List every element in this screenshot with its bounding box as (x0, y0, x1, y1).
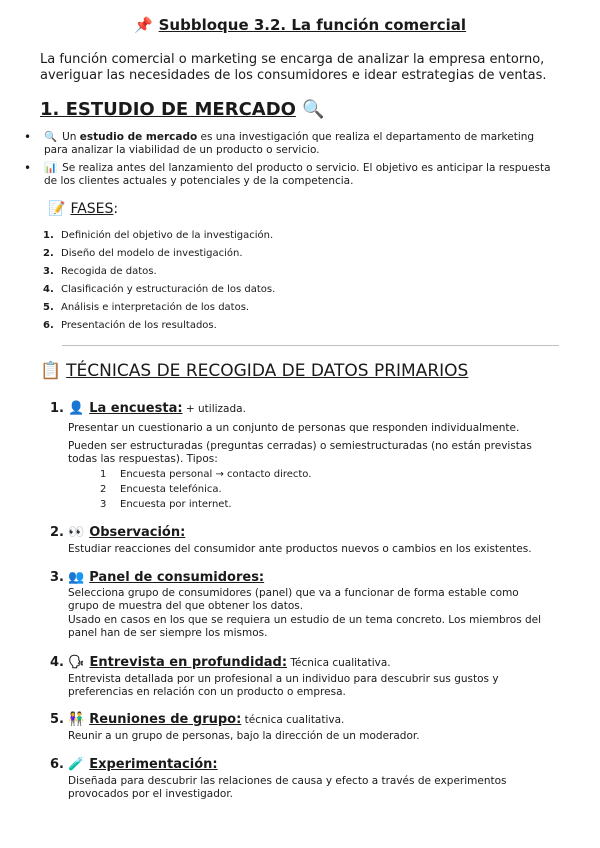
paragraph: Selecciona grupo de consumidores (panel) que va a funcionar de forma estable como grupo de muestra del que obtener los datos. (68, 587, 519, 612)
person-icon: 👤 (68, 401, 85, 416)
list-item: 1. Definición del objetivo de la investigación. (43, 230, 274, 241)
list-item: 2. Diseño del modelo de investigación. (43, 248, 243, 259)
paragraph: Estudiar reacciones del consumidor ante productos nuevos o cambios en los existentes. (68, 543, 532, 555)
section-heading-estudio: 1. ESTUDIO DE MERCADO 🔍 (40, 99, 325, 120)
speaking-head-icon: 🗣 (68, 655, 85, 670)
paragraph: Reunir a un grupo de personas, bajo la dirección de un moderador. (68, 730, 420, 742)
technique-heading: 3. 👥 Panel de consumidores: (50, 570, 265, 585)
list-item: 6. Presentación de los resultados. (43, 320, 217, 331)
magnifier-icon: 🔍 (301, 99, 325, 120)
paragraph: Pueden ser estructuradas (preguntas cerradas) o semiestructuradas (no están previstas todas las respuestas). Tipos: (68, 440, 532, 465)
list-item: 4. Clasificación y estructuración de los datos. (43, 284, 276, 295)
technique-heading: 1. 👤 La encuesta: + utilizada. (50, 401, 246, 416)
people-icon: 👥 (68, 570, 85, 585)
divider (62, 345, 559, 346)
technique-heading: 5. 👫 Reuniones de grupo: técnica cualitativa. (50, 712, 345, 727)
sub-list-item: 3 Encuesta por internet. (100, 499, 232, 510)
scientist-icon: 🧪 (68, 757, 85, 772)
pushpin-icon: 📌 (133, 16, 153, 34)
sub-list-item: 2 Encuesta telefónica. (100, 484, 222, 495)
paragraph: Usado en casos en los que se requiera un estudio de un tema concreto. Los miembros del panel han de ser siempre los mismos. (68, 614, 542, 639)
paragraph: Entrevista detallada por un profesional a un individuo para descubrir sus gustos y preferencias en relación con un producto o empresa. (68, 673, 499, 698)
memo-icon: 📝 (48, 201, 66, 217)
bar-chart-icon: 📊 (44, 162, 58, 174)
paragraph: Presentar un cuestionario a un conjunto de personas que responden individualmente. (68, 422, 520, 434)
intro-paragraph: La función comercial o marketing se encarga de analizar la empresa entorno, averiguar las necesidades de los consumidores e idear estrategias de ventas. (40, 52, 547, 83)
fases-heading: 📝 FASES: (48, 201, 119, 217)
eyes-icon: 👀 (68, 525, 85, 540)
list-item: 3. Recogida de datos. (43, 266, 157, 277)
technique-heading: 2. 👀 Observación: (50, 525, 186, 540)
magnifier-icon: 🔍 (44, 131, 58, 143)
paragraph: Diseñada para descubrir las relaciones de causa y efecto a través de experimentos provocados por el investigador. (68, 775, 507, 800)
list-item: • 📊 Se realiza antes del lanzamiento del producto o servicio. El objetivo es anticipar la respuesta de los clientes actuales y potenciales y de la competencia. (24, 161, 551, 187)
section-heading-tecnicas: 📋 TÉCNICAS DE RECOGIDA DE DATOS PRIMARIOS (40, 361, 469, 381)
technique-heading: 4. 🗣 Entrevista en profundidad: Técnica cualitativa. (50, 655, 391, 670)
page-title: 📌 Subbloque 3.2. La función comercial (133, 16, 467, 34)
technique-heading: 6. 🧪 Experimentación: (50, 757, 218, 772)
list-item: 5. Análisis e interpretación de los datos. (43, 302, 250, 313)
list-item: • 🔍 Un estudio de mercado es una investigación que realiza el departamento de marketing para analizar la viabilidad de un producto o servicio. (24, 130, 535, 156)
clipboard-icon: 📋 (40, 361, 62, 381)
sub-list-item: 1 Encuesta personal → contacto directo. (100, 469, 312, 480)
group-icon: 👫 (68, 712, 85, 727)
